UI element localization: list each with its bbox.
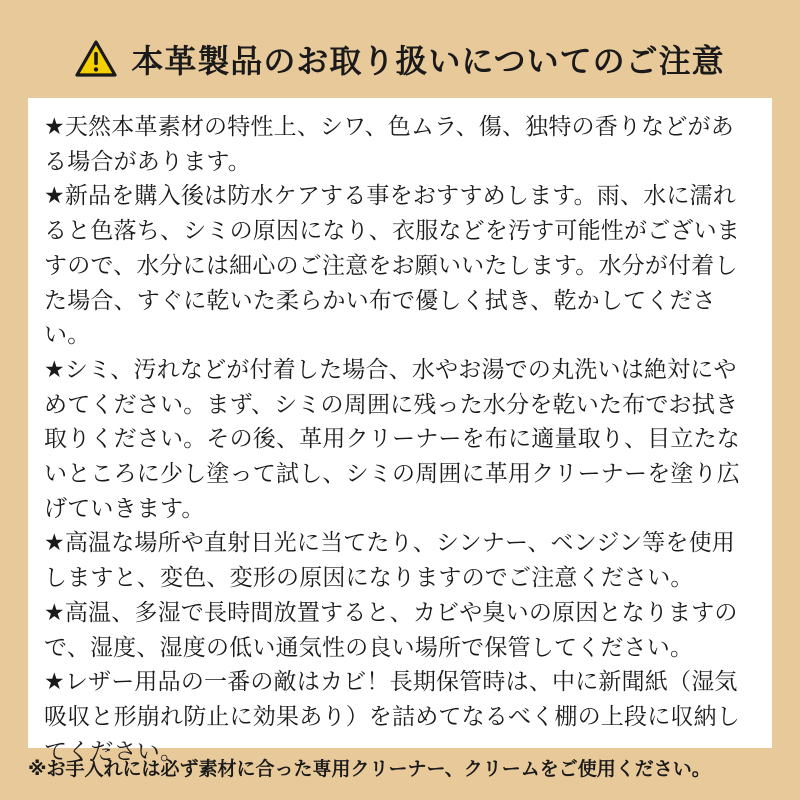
notes-panel	[28, 98, 772, 765]
note-item: ★シミ、汚れなどが付着した場合、水やお湯での丸洗いは絶対にやめてください。まず、シミの周囲に残った水分を乾いた布でお拭き取りください。その後、革用クリーナーを布に適量取り、目立たないところに少し塗って試し、シミの周囲に革用クリーナーを塗り広げていきます。	[44, 356, 740, 522]
note-item: ★レザー用品の一番の敵はカビ！長期保管時は、中に新聞紙（湿気吸収と形崩れ防止に効果あり）を詰めてなるべく棚の上段に収納してください。	[44, 669, 740, 765]
page-title: 本革製品のお取り扱いについてのご注意	[131, 42, 725, 80]
note-item: ★高温、多湿で長時間放置すると、カビや臭いの原因となりますので、湿度、湿度の低い通気性の良い場所で保管してください。	[44, 599, 738, 661]
header	[0, 30, 800, 88]
note-item: ★新品を購入後は防水ケアする事をおすすめします。雨、水に濡れると色落ち、シミの原因になり、衣服などを汚す可能性がございますので、水分には細心のご注意をお願いいたします。水分が付着した場合、すぐに乾いた柔らかい布で優しく拭き、乾かしてください。	[44, 183, 740, 349]
note-item: ★高温な場所や直射日光に当てたり、シンナー、ベンジン等を使用しますと、変色、変形の原因になりますのでご注意ください。	[44, 530, 735, 592]
footnote: ※お手入れには必ず素材に合った専用クリーナー、クリームをご使用ください。	[28, 758, 711, 780]
note-item: ★天然本革素材の特性上、シワ、色ムラ、傷、独特の香りなどがある場合があります。	[44, 114, 734, 175]
warning-icon	[75, 40, 117, 78]
